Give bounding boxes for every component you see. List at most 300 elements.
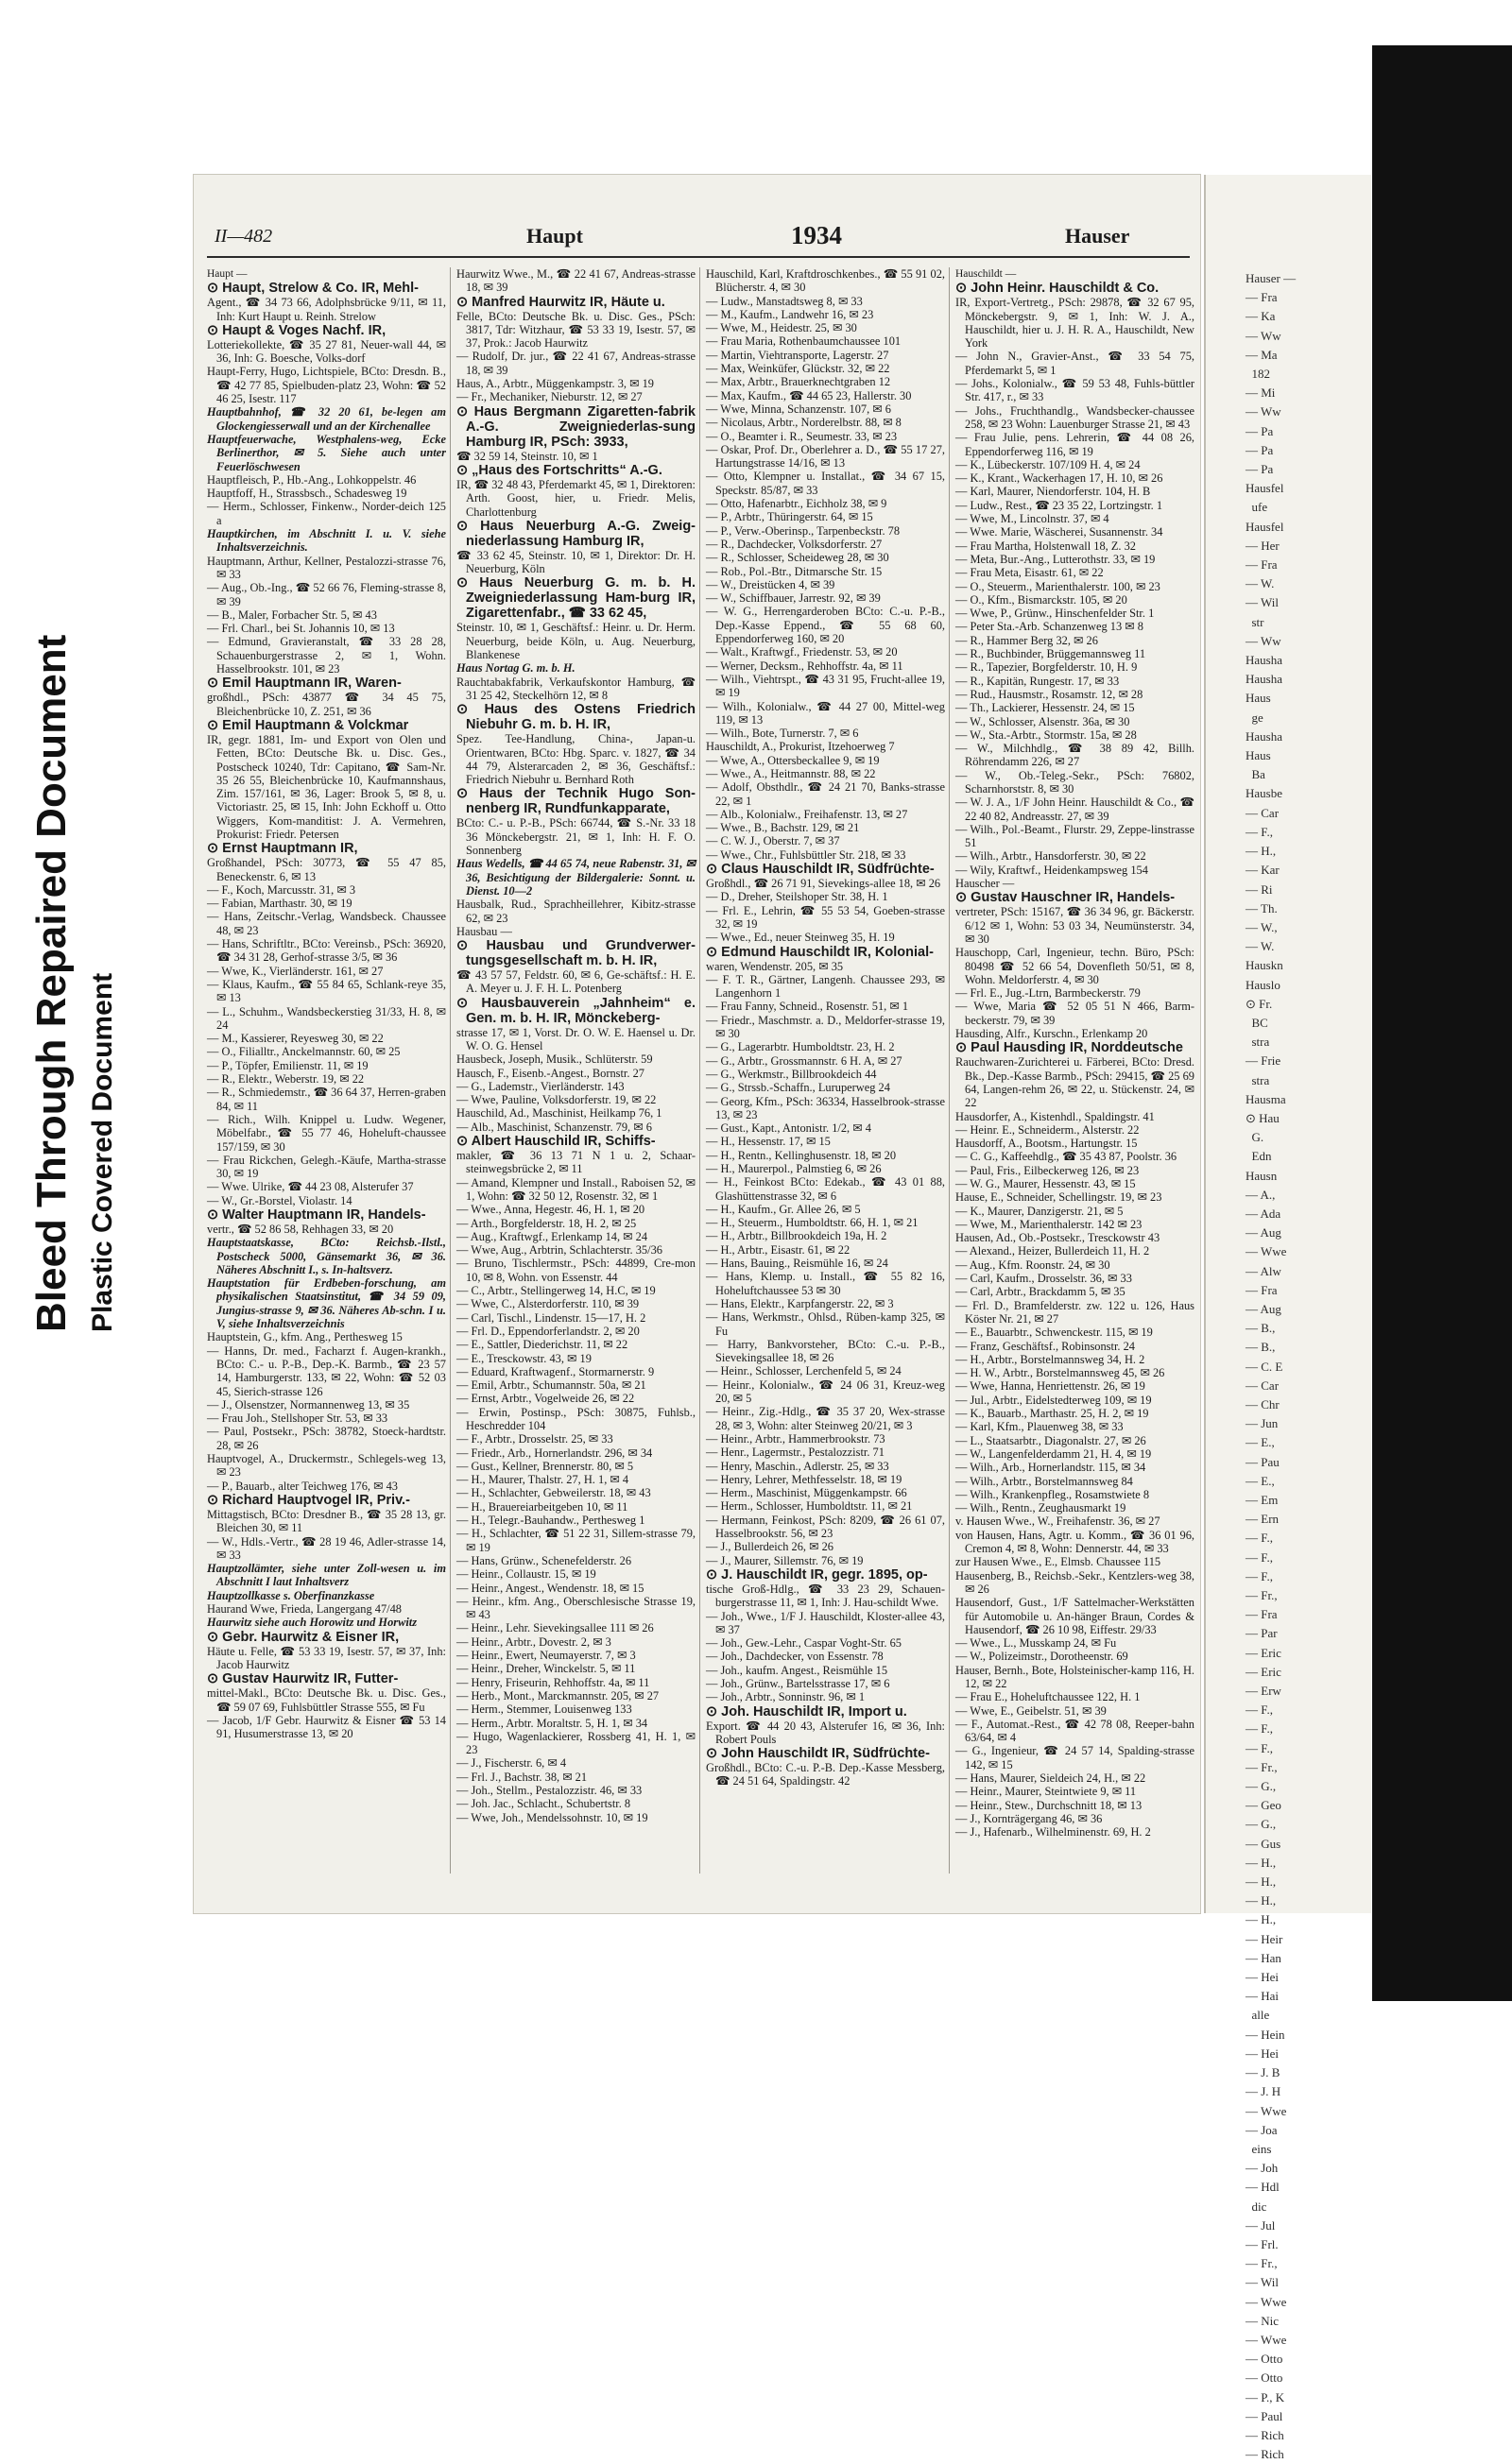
directory-entry: — Carl, Tischl., Lindenstr. 15—17, H. 2 bbox=[456, 1310, 646, 1325]
directory-entry: Hauptstein, G., kfm. Ang., Perthesweg 15 bbox=[207, 1330, 403, 1344]
directory-entry: — Wwe, P., Grünw., Hinschenfelder Str. 1 bbox=[955, 607, 1155, 621]
directory-entry: Hauptmann, Arthur, Kellner, Pestalozzi-strasse 76, ✉ 33 bbox=[207, 554, 446, 581]
directory-entry: — Frau Martha, Holstenwall 18, Z. 32 bbox=[955, 539, 1136, 553]
directory-entry: Hausbau — bbox=[456, 924, 512, 938]
directory-entry: Lotteriekollekte, ☎ 35 27 81, Neuer-wall 44, ✉ 36, Inh: G. Boesche, Volks-dorf bbox=[207, 337, 446, 366]
directory-entry: — Wwe, C., Alsterdorferstr. 110, ✉ 39 bbox=[456, 1297, 640, 1311]
directory-entry: — Wwe., B., Bachstr. 129, ✉ 21 bbox=[706, 821, 860, 835]
directory-entry: — Peter Sta.-Arb. Schanzenweg 13 ✉ 8 bbox=[955, 620, 1143, 634]
directory-entry: — Wilh., Arbtr., Hansdorferstr. 30, ✉ 22 bbox=[955, 849, 1146, 864]
directory-entry: — W., Ob.-Teleg.-Sekr., PSch: 76802, Scharnhorststr. 8, ✉ 30 bbox=[955, 768, 1194, 796]
directory-entry: ⊙ Gebr. Haurwitz & Eisner IR, bbox=[207, 1629, 400, 1645]
directory-entry: — Frau Rickchen, Gelegh.-Käufe, Martha-strasse 30, ✉ 19 bbox=[207, 1153, 446, 1181]
directory-entry: Hausdorff, A., Bootsm., Hartungstr. 15 bbox=[955, 1137, 1138, 1151]
black-border-strip bbox=[1372, 45, 1512, 2001]
directory-entry: — Wwe, A., Ottersbeckallee 9, ✉ 19 bbox=[706, 753, 880, 767]
directory-entry: — Joh., kaufm. Angest., Reismühle 15 bbox=[706, 1663, 888, 1677]
directory-entry: — Wwe, Minna, Schanzenstr. 107, ✉ 6 bbox=[706, 402, 891, 416]
directory-entry: — Henr., Lagermstr., Pestalozzistr. 71 bbox=[706, 1446, 885, 1460]
directory-entry: — Alb., Maschinist, Schanzenstr. 79, ✉ 6 bbox=[456, 1120, 652, 1134]
text-column-3 bbox=[706, 267, 945, 1892]
directory-entry: — Wwe. Ulrike, ☎ 44 23 08, Alsterufer 37 bbox=[207, 1180, 414, 1194]
directory-entry: vertr., ☎ 52 86 58, Rehhagen 33, ✉ 20 bbox=[207, 1223, 394, 1236]
directory-entry: — Aug., Kfm. Roonstr. 24, ✉ 30 bbox=[955, 1258, 1110, 1272]
directory-entry: — G., Lademstr., Vierländerstr. 143 bbox=[456, 1079, 625, 1093]
directory-entry: — Karl, Kfm., Plauenweg 38, ✉ 33 bbox=[955, 1420, 1124, 1434]
directory-entry: — Heinr., Angest., Wendenstr. 18, ✉ 15 bbox=[456, 1581, 644, 1595]
directory-entry: — R., Elektr., Weberstr. 19, ✉ 22 bbox=[207, 1072, 365, 1087]
directory-entry: — M., Kaufm., Landwehr 16, ✉ 23 bbox=[706, 307, 874, 321]
directory-entry: ⊙ Haus Neuerburg G. m. b. H. Zweigniederlassung Ham-burg IR, Zigarettenfabr., ☎ 33 62 45, bbox=[456, 575, 696, 622]
directory-entry: ⊙ „Haus des Fortschritts“ A.-G. bbox=[456, 462, 662, 478]
directory-entry: — Klaus, Kaufm., ☎ 55 84 65, Schlank-reye 35, ✉ 13 bbox=[207, 977, 446, 1005]
directory-entry: — Hans, Werkmstr., Ohlsd., Rüben-kamp 325, ✉ Fu bbox=[706, 1310, 945, 1338]
directory-entry: Hauptfeuerwache, Westphalens-weg, Ecke Berlinerthor, ✉ 5. Siehe auch unter Feuerlöschwesen bbox=[207, 432, 446, 473]
directory-entry: — J., Fischerstr. 6, ✉ 4 bbox=[456, 1756, 567, 1771]
directory-entry: — Wwe, Maria ☎ 52 05 51 N 466, Barm-beckerstr. 79, ✉ 39 bbox=[955, 1000, 1194, 1027]
directory-entry: — Ernst, Arbtr., Vogelweide 26, ✉ 22 bbox=[456, 1392, 635, 1406]
directory-entry: Hauschild, Ad., Maschinist, Heilkamp 76, 1 bbox=[456, 1106, 662, 1121]
directory-entry: strasse 17, ✉ 1, Vorst. Dr. O. W. E. Haensel u. Dr. W. O. G. Hensel bbox=[456, 1025, 696, 1052]
directory-entry: — C. G., Kaffeehdlg., ☎ 35 43 87, Poolstr. 36 bbox=[955, 1150, 1177, 1164]
directory-entry: — H., Steuerm., Humboldtstr. 66, H. 1, ✉ 21 bbox=[706, 1216, 919, 1230]
directory-entry: Haupt-Ferry, Hugo, Lichtspiele, BCto: Dresdn. B., ☎ 42 77 85, Spielbuden-platz 23, Wohn: ☎ 52 46 25, Isestr. 117 bbox=[207, 365, 446, 406]
directory-entry: — Wilh., Arbtr., Borstelmannsweg 84 bbox=[955, 1474, 1133, 1488]
directory-entry: — F. T. R., Gärtner, Langenh. Chaussee 293, ✉ Langenhorn 1 bbox=[706, 972, 945, 1001]
directory-entry: — Frau Joh., Stellshoper Str. 53, ✉ 33 bbox=[207, 1412, 388, 1426]
directory-entry: — Herm., Schlosser, Finkenw., Norder-deich 125 a bbox=[207, 500, 446, 527]
directory-entry: Großhandel, PSch: 30773, ☎ 55 47 85, Beneckenstr. 6, ✉ 13 bbox=[207, 856, 446, 883]
directory-entry: — Max, Kaufm., ☎ 44 65 23, Hallerstr. 30 bbox=[706, 388, 912, 402]
directory-entry: — L., Staatsarbtr., Diagonalstr. 27, ✉ 26 bbox=[955, 1433, 1146, 1447]
text-column-1 bbox=[207, 267, 446, 1892]
directory-entry: — Wilh., Rentn., Zeughausmarkt 19 bbox=[955, 1501, 1126, 1515]
directory-entry: Hauptzollämter, siehe unter Zoll-wesen u. im Abschnitt I laut Inhaltsverz bbox=[207, 1562, 446, 1589]
directory-entry: — Amand, Klempner und Install., Raboisen 52, ✉ 1, Wohn: ☎ 32 50 12, Rosenstr. 32, ✉ 1 bbox=[456, 1175, 696, 1203]
directory-entry: Haurwitz siehe auch Horowitz und Horwitz bbox=[207, 1616, 418, 1630]
header-rule bbox=[207, 256, 1190, 258]
directory-entry: Hauptkirchen, im Abschnitt I. u. V. siehe Inhaltsverzeichnis. bbox=[207, 527, 446, 555]
directory-entry: — H., Schlachter, ☎ 51 22 31, Sillem-strasse 79, ✉ 19 bbox=[456, 1527, 696, 1554]
directory-entry: Hauptstaatskasse, BCto: Reichsb.-Ilstl., Postscheck 5000, Gänsemarkt 36, ✉ 36. Näheres Abschnitt I., s. In-haltsverz. bbox=[207, 1236, 446, 1276]
directory-entry: — Henry, Lehrer, Methfesselstr. 18, ✉ 19 bbox=[706, 1472, 902, 1486]
directory-entry: — W., Gr.-Borstel, Violastr. 14 bbox=[207, 1193, 352, 1207]
directory-entry: — Frau Julie, pens. Lehrerin, ☎ 44 08 26, Eppendorferweg 116, ✉ 19 bbox=[955, 431, 1194, 458]
directory-entry: — O., Beamter i. R., Seumestr. 33, ✉ 23 bbox=[706, 429, 898, 443]
directory-entry: Hauptbahnhof, ☎ 32 20 61, be-legen am Glockengiesserwall und an der Kirchenallee bbox=[207, 405, 446, 433]
directory-entry: — B., Maler, Forbacher Str. 5, ✉ 43 bbox=[207, 607, 377, 622]
directory-entry: vertreter, PSch: 15167, ☎ 36 34 96, gr. Bäckerstr. 6/12 ✉ 1, Wohn: 53 03 34, Neumünsterstr. 34, ✉ 30 bbox=[955, 905, 1194, 946]
directory-entry: — Heinr., Lehr. Sievekingsallee 111 ✉ 26 bbox=[456, 1621, 654, 1635]
directory-entry: Hauptzollkasse s. Oberfinanzkasse bbox=[207, 1588, 375, 1602]
directory-entry: Hauser, Bernh., Bote, Holsteinischer-kamp 116, H. 12, ✉ 22 bbox=[955, 1663, 1194, 1690]
directory-entry: ⊙ Paul Hausding IR, Norddeutsche bbox=[955, 1040, 1183, 1056]
directory-entry: — Friedr., Arb., Hornerlandstr. 296, ✉ 34 bbox=[456, 1446, 653, 1460]
directory-entry: ☎ 32 59 14, Steinstr. 10, ✉ 1 bbox=[456, 449, 598, 463]
directory-entry: Steinstr. 10, ✉ 1, Geschäftsf.: Heinr. u. Dr. Herm. Neuerburg, beide Köln, u. Aug. Neuerburg, Blankenese bbox=[456, 621, 696, 662]
directory-entry: — Bruno, Tischlermstr., PSch: 44899, Cre-mon 10, ✉ 8, Wohn. von Essenstr. 44 bbox=[456, 1257, 696, 1284]
directory-entry: Agent., ☎ 34 73 66, Adolphsbrücke 9/11, ✉ 11, Inh: Kurt Haupt u. Reinh. Strelow bbox=[207, 296, 446, 323]
directory-entry: ⊙ Albert Hauschild IR, Schiffs- bbox=[456, 1134, 656, 1150]
directory-entry: — J., Olsenstzer, Normannenweg 13, ✉ 35 bbox=[207, 1397, 410, 1412]
directory-entry: — H., Arbtr., Eisastr. 61, ✉ 22 bbox=[706, 1242, 850, 1257]
directory-entry: — Th., Lackierer, Hessenstr. 24, ✉ 15 bbox=[955, 701, 1135, 715]
directory-entry: — K., Maurer, Danzigerstr. 21, ✉ 5 bbox=[955, 1204, 1124, 1218]
directory-entry: Mittagstisch, BCto: Dresdner B., ☎ 35 28 13, gr. Bleichen 30, ✉ 11 bbox=[207, 1507, 446, 1535]
directory-entry: — Joh., Gew.-Lehr., Caspar Voght-Str. 65 bbox=[706, 1636, 902, 1651]
directory-entry: Rauchtabakfabrik, Verkaufskontor Hamburg, ☎ 31 25 42, Steckelhörn 12, ✉ 8 bbox=[456, 675, 696, 702]
directory-entry: — Wilh., Kolonialw., ☎ 44 27 00, Mittel-weg 119, ✉ 13 bbox=[706, 699, 945, 727]
directory-entry: Haus, A., Arbtr., Müggenkampstr. 3, ✉ 19 bbox=[456, 377, 654, 391]
directory-entry: Hauschildt, A., Prokurist, Itzehoerweg 7 bbox=[706, 740, 895, 754]
directory-entry: — K., Bauarb., Marthastr. 25, H. 2, ✉ 19 bbox=[955, 1407, 1149, 1421]
directory-entry: — Arth., Borgfelderstr. 18, H. 2, ✉ 25 bbox=[456, 1216, 637, 1230]
directory-entry: — M., Kassierer, Reyesweg 30, ✉ 22 bbox=[207, 1032, 384, 1046]
directory-entry: ⊙ Walter Hauptmann IR, Handels- bbox=[207, 1207, 426, 1223]
directory-entry: — Hans, Grünw., Schenefelderstr. 26 bbox=[456, 1553, 632, 1567]
text-column-4 bbox=[955, 267, 1194, 1892]
directory-entry: — H., Maurerpol., Palmstieg 6, ✉ 26 bbox=[706, 1162, 882, 1175]
directory-entry: — W., Polizeimstr., Dorotheenstr. 69 bbox=[955, 1650, 1128, 1664]
directory-entry: — F., Arbtr., Drosselstr. 25, ✉ 33 bbox=[456, 1432, 613, 1446]
directory-entry: Hausenberg, B., Reichsb.-Sekr., Kentzlers-weg 38, ✉ 26 bbox=[955, 1568, 1194, 1596]
directory-entry: — G., Lagerarbtr. Humboldtstr. 23, H. 2 bbox=[706, 1040, 895, 1054]
directory-entry: ☎ 33 62 45, Steinstr. 10, ✉ 1, Direktor: Dr. H. Neuerburg, Köln bbox=[456, 548, 696, 576]
directory-entry: Haurwitz Wwe., M., ☎ 22 41 67, Andreas-strasse 18, ✉ 39 bbox=[456, 267, 696, 295]
directory-entry: — Gust., Kapt., Antonistr. 1/2, ✉ 4 bbox=[706, 1121, 871, 1136]
directory-entry: — K., Lübeckerstr. 107/109 H. 4, ✉ 24 bbox=[955, 457, 1141, 471]
directory-entry: — Ludw., Rest., ☎ 23 35 22, Lortzingstr. 1 bbox=[955, 498, 1163, 512]
directory-entry: — Paul, Postsekr., PSch: 38782, Stoeck-hardtstr. 28, ✉ 26 bbox=[207, 1425, 446, 1452]
directory-entry: — H., Telegr.-Bauhandw., Perthesweg 1 bbox=[456, 1514, 645, 1528]
directory-entry: ⊙ Manfred Haurwitz IR, Häute u. bbox=[456, 294, 665, 310]
directory-entry: ⊙ Gustav Hauschner IR, Handels- bbox=[955, 890, 1176, 906]
page-header bbox=[215, 221, 1178, 254]
directory-entry: — R., Schlosser, Scheideweg 28, ✉ 30 bbox=[706, 551, 889, 565]
directory-entry: Hauschopp, Carl, Ingenieur, techn. Büro, PSch: 80498 ☎ 52 66 54, Dovenfleth 50/51, ✉ 8, Wohn. Meldorferstr. 4, ✉ 30 bbox=[955, 946, 1194, 986]
directory-entry: ⊙ Haus der Technik Hugo Son-nenberg IR, Rundfunkapparate, bbox=[456, 786, 696, 817]
directory-entry: — Herm., Stemmer, Louisenweg 133 bbox=[456, 1703, 632, 1717]
directory-entry: — Max, Arbtr., Brauerknechtgraben 12 bbox=[706, 375, 891, 389]
directory-entry: — Wwe, K., Vierländerstr. 161, ✉ 27 bbox=[207, 964, 384, 978]
directory-entry: ⊙ Edmund Hauschildt IR, Kolonial- bbox=[706, 944, 934, 960]
directory-entry: IR, ☎ 32 48 43, Pferdemarkt 45, ✉ 1, Direktoren: Arth. Goost, hier, u. Friedr. Melis, Charlottenburg bbox=[456, 477, 696, 519]
directory-entry: makler, ☎ 36 13 71 N 1 u. 2, Schaar-steinwegsbrücke 2, ✉ 11 bbox=[456, 1149, 696, 1176]
directory-entry: — Oskar, Prof. Dr., Oberlehrer a. D., ☎ 55 17 27, Hartungstrasse 14/16, ✉ 13 bbox=[706, 442, 945, 471]
directory-entry: — Wilh., Pol.-Beamt., Flurstr. 29, Zeppe-linstrasse 51 bbox=[955, 822, 1194, 850]
header-year: 1934 bbox=[791, 221, 842, 249]
directory-entry: Hauptstation für Erdbeben-forschung, am physikalischen Staatsinstitut, ☎ 34 59 09, Jungius-strasse 9, ✉ 36. Näheres Ab-schn. I u. V, siehe Inhaltsverzeichnis bbox=[207, 1276, 446, 1331]
directory-entry: — J., Maurer, Sillemstr. 76, ✉ 19 bbox=[706, 1553, 864, 1567]
directory-entry: — P., Bauarb., alter Teichweg 176, ✉ 43 bbox=[207, 1479, 398, 1493]
directory-entry: — H., Kaufm., Gr. Allee 26, ✉ 5 bbox=[706, 1202, 861, 1216]
directory-entry: — Frl. J., Bachstr. 38, ✉ 21 bbox=[456, 1770, 588, 1784]
directory-entry: — Wwe, M., Heidestr. 25, ✉ 30 bbox=[706, 321, 857, 335]
directory-entry: — Johs., Fruchthandlg., Wandsbecker-chaussee 258, ✉ 23 Wohn: Lauenburger Strasse 21, ✉ 43 bbox=[955, 403, 1194, 431]
directory-entry: — Friedr., Maschmstr. a. D., Meldorfer-strasse 19, ✉ 30 bbox=[706, 1013, 945, 1041]
directory-entry: — H., Arbtr., Borstelmannsweg 34, H. 2 bbox=[955, 1352, 1145, 1366]
directory-entry: — W. G., Herrengarderoben BCto: C.-u. P.-B., Dep.-Kasse Eppend., ☎ 55 68 60, Eppendorferweg 160, ✉ 20 bbox=[706, 605, 945, 646]
directory-entry: — Aug., Kraftwgf., Erlenkamp 14, ✉ 24 bbox=[456, 1229, 648, 1243]
archive-label-line2: Plastic Covered Document bbox=[87, 972, 118, 1332]
directory-entry: — Hans, Schriftltr., BCto: Vereinsb., PSch: 36920, ☎ 34 31 28, Gerhof-strasse 3/5, ✉ 36 bbox=[207, 937, 446, 965]
directory-entry: — Joh., Stellm., Pestalozzistr. 46, ✉ 33 bbox=[456, 1784, 643, 1798]
directory-entry: — Henry, Friseurin, Rehhoffstr. 4a, ✉ 11 bbox=[456, 1675, 650, 1689]
directory-entry: — R., Kapitän, Rungestr. 17, ✉ 33 bbox=[955, 674, 1120, 688]
directory-entry: ⊙ Richard Hauptvogel IR, Priv.- bbox=[207, 1492, 410, 1508]
column-divider bbox=[450, 267, 451, 1874]
directory-entry: — Gust., Kellner, Brennerstr. 80, ✉ 5 bbox=[456, 1459, 634, 1473]
directory-entry: — Harry, Bankvorsteher, BCto: C.-u. P.-B., Sievekingsallee 18, ✉ 26 bbox=[706, 1337, 945, 1365]
page-number: II—482 bbox=[215, 226, 273, 247]
directory-entry: ⊙ Haupt & Voges Nachf. IR, bbox=[207, 322, 387, 338]
directory-entry: — L., Schuhm., Wandsbeckerstieg 31/33, H. 8, ✉ 24 bbox=[207, 1004, 446, 1032]
directory-entry: ⊙ Emil Hauptmann & Volckmar bbox=[207, 717, 409, 733]
directory-entry: Hauptfoff, H., Strassbsch., Schadesweg 19 bbox=[207, 487, 407, 501]
directory-entry: — Eduard, Kraftwagenf., Stormarnerstr. 9 bbox=[456, 1364, 655, 1378]
directory-entry: ⊙ Haus des Ostens Friedrich Niebuhr G. m. b. H. IR, bbox=[456, 702, 696, 733]
next-page-edge-text: Hauser — — Fra — Ka — Ww — Ma 182 — Mi — Ww — Pa — Pa — Pa Hausfel ufe Hausfel — Her — Fra — W. — Wil str — Ww Hausha Hausha Haus ge Hausha Haus Ba Hausbe — Car — F., — H., — Kar — Ri — Th. — W., — W. Hauskn Hauslo ⊙ Fr. BC stra — Frie stra Hausma ⊙ Hau G. Edn Hausn — A., — Ada — Aug — Wwe — Alw — Fra — Aug — B., — B., — C. E — Car — Chr — Jun — E., — Pau — E., — Em — Ern — F., — F., — F., — Fr., — Fra — Par — Eric — Eric — Erw — F., — F., — F., — Fr., — G., — Geo — G., — Gus — H., — H., — H., — H., — Heir — Han — Hei — Hai alle — Hein — Hei — J. B — J. H — Wwe — Joa eins — Joh — Hdl dic — Jul — Frl. — Fr., — Wil — Wwe — Nic — Wwe — Otto — Otto — P., K — Paul — Rich — Rich bbox=[1246, 271, 1297, 2462]
directory-entry: — Heinr., Arbtr., Hammerbrookstr. 73 bbox=[706, 1431, 885, 1446]
directory-entry: — Rich., Wilh. Knippel u. Ludw. Wegener, Möbelfabr., ☎ 55 77 46, Hoheluft-chaussee 157/159, ✉ 30 bbox=[207, 1112, 446, 1154]
directory-entry: — Wwe. Marie, Wäscherei, Susannenstr. 34 bbox=[955, 525, 1163, 539]
directory-entry: — Emil, Arbtr., Schumannstr. 50a, ✉ 21 bbox=[456, 1378, 646, 1393]
directory-entry: ⊙ Ernst Hauptmann IR, bbox=[207, 841, 358, 857]
directory-entry: — Herm., Schlosser, Humboldtstr. 11, ✉ 21 bbox=[706, 1499, 913, 1514]
directory-entry: — Heinr. E., Schneiderm., Alsterstr. 22 bbox=[955, 1122, 1140, 1137]
directory-entry: — Joh., Grünw., Bartelsstrasse 17, ✉ 6 bbox=[706, 1676, 890, 1690]
directory-entry: — Wwe., Chr., Fuhlsbüttler Str. 218, ✉ 33 bbox=[706, 847, 906, 862]
directory-entry: Haurand Wwe, Frieda, Langergang 47/48 bbox=[207, 1602, 402, 1617]
directory-entry: tische Groß-Hdlg., ☎ 33 23 29, Schauen-burgerstrasse 11, ✉ 1, Inh: J. Hau-schildt Wwe. bbox=[706, 1582, 945, 1610]
directory-entry: Hauscher — bbox=[955, 877, 1015, 891]
directory-entry: Hausen, Ad., Ob.-Postsekr., Tresckowstr 43 bbox=[955, 1231, 1160, 1245]
directory-entry: — C. W. J., Oberstr. 7, ✉ 37 bbox=[706, 834, 840, 848]
directory-entry: — Frl. E., Jug.-Ltrn, Barmbeckerstr. 79 bbox=[955, 986, 1141, 1001]
directory-entry: — Wily, Kraftwf., Heidenkampsweg 154 bbox=[955, 863, 1148, 877]
directory-entry: — H., Hessenstr. 17, ✉ 15 bbox=[706, 1135, 831, 1149]
directory-entry: — K., Krant., Wackerhagen 17, H. 10, ✉ 26 bbox=[955, 471, 1163, 486]
directory-entry: — Jul., Arbtr., Eidelstedterweg 109, ✉ 19 bbox=[955, 1393, 1152, 1407]
directory-entry: — Carl, Arbtr., Brackdamm 5, ✉ 35 bbox=[955, 1285, 1125, 1299]
directory-entry: — J., Hafenarb., Wilhelminenstr. 69, H. 2 bbox=[955, 1825, 1151, 1839]
directory-entry: — H. W., Arbtr., Borstelmannsweg 45, ✉ 26 bbox=[955, 1366, 1165, 1380]
directory-entry: — E., Bauarbtr., Schwenckestr. 115, ✉ 19 bbox=[955, 1326, 1153, 1340]
directory-entry: — F., Koch, Marcusstr. 31, ✉ 3 bbox=[207, 882, 356, 897]
directory-entry: — Adolf, Obsthdlr., ☎ 24 21 70, Banks-strasse 22, ✉ 1 bbox=[706, 780, 945, 808]
directory-entry: IR, Export-Vertretg., PSch: 29878, ☎ 32 67 95, Mönckebergstr. 9, ✉ 1, Inh: W. J. A., Hauschildt, hier u. J. H. R. A., Hauschildt, New York bbox=[955, 296, 1194, 351]
directory-entry: — Otto, Klempner u. Installat., ☎ 34 67 15, Speckstr. 85/87, ✉ 33 bbox=[706, 470, 945, 497]
directory-entry: Rauchwaren-Zurichterei u. Färberei, BCto: Dresd. Bk., Dep.-Kasse Barmb., PSch: 29415, ☎ 25 69 64, Langen-rehm 26, ✉ 22, u. Stückenstr. 24, ✉ 22 bbox=[955, 1055, 1194, 1110]
directory-entry: waren, Wendenstr. 205, ✉ 35 bbox=[706, 959, 844, 973]
directory-entry: — R., Buchbinder, Brüggemannsweg 11 bbox=[955, 647, 1146, 661]
directory-entry: — Jacob, 1/F Gebr. Haurwitz & Eisner ☎ 53 14 91, Husumerstrasse 13, ✉ 20 bbox=[207, 1713, 446, 1741]
directory-entry: — Heinr., kfm. Ang., Oberschlesische Strasse 19, ✉ 43 bbox=[456, 1594, 696, 1622]
directory-entry: zur Hausen Wwe., E., Elmsb. Chaussee 115 bbox=[955, 1555, 1161, 1569]
directory-entry: — Walt., Kraftwgf., Friedenstr. 53, ✉ 20 bbox=[706, 645, 898, 659]
directory-entry: — Rud., Hausmstr., Rosamstr. 12, ✉ 28 bbox=[955, 687, 1143, 701]
directory-entry: — O., Steuerm., Marienthalerstr. 100, ✉ 23 bbox=[955, 579, 1160, 593]
directory-entry: Hausbalk, Rud., Sprachheillehrer, Kibitz-strasse 62, ✉ 23 bbox=[456, 898, 696, 925]
directory-entry: — John N., Gravier-Anst., ☎ 33 54 75, Pferdemarkt 5, ✉ 1 bbox=[955, 350, 1194, 377]
directory-entry: Spez. Tee-Handlung, China-, Japan-u. Orientwaren, BCto: Hbg. Sparc. v. 1827, ☎ 34 44 79, Alsterarcaden 2, ✉ 36, Geschäftsf.: Friedrich Niebuhr u. Bernhard Roth bbox=[456, 732, 696, 787]
directory-entry: — Henry, Maschin., Adlerstr. 25, ✉ 33 bbox=[706, 1459, 889, 1473]
directory-entry: Hauschild, Karl, Kraftdroschkenbes., ☎ 55 91 02, Blücherstr. 4, ✉ 30 bbox=[706, 267, 945, 295]
directory-entry: — Heinr., Ewert, Neumayerstr. 7, ✉ 3 bbox=[456, 1649, 636, 1663]
directory-entry: — Wwe, E., Geibelstr. 51, ✉ 39 bbox=[955, 1703, 1107, 1718]
directory-entry: — E., Sattler, Diederichstr. 11, ✉ 22 bbox=[456, 1338, 628, 1352]
directory-entry: — Werner, Decksm., Rehhoffstr. 4a, ✉ 11 bbox=[706, 659, 903, 673]
directory-entry: Hauschildt — bbox=[955, 268, 1017, 280]
directory-entry: ⊙ J. Hauschildt IR, gegr. 1895, op- bbox=[706, 1566, 928, 1583]
directory-entry: — Rudolf, Dr. jur., ☎ 22 41 67, Andreas-strasse 18, ✉ 39 bbox=[456, 350, 696, 377]
directory-entry: — Hugo, Wagenlackierer, Rossberg 41, H. 1, ✉ 23 bbox=[456, 1729, 696, 1757]
directory-entry: — Alb., Kolonialw., Freihafenstr. 13, ✉ 27 bbox=[706, 807, 908, 821]
directory-entry: — Frl. E., Lehrin, ☎ 55 53 54, Goeben-strasse 32, ✉ 19 bbox=[706, 903, 945, 931]
directory-entry: — Hans, Maurer, Sieldeich 24, H., ✉ 22 bbox=[955, 1771, 1146, 1786]
directory-entry: — Wwe., Ed., neuer Steinweg 35, H. 19 bbox=[706, 931, 895, 945]
directory-entry: — Joh., Arbtr., Sonninstr. 96, ✉ 1 bbox=[706, 1690, 866, 1704]
directory-entry: — Martin, Viehtransporte, Lagerstr. 27 bbox=[706, 348, 889, 362]
directory-entry: — P., Verw.-Oberinsp., Tarpenbeckstr. 78 bbox=[706, 523, 901, 538]
directory-entry: — G., Werkmstr., Billbrookdeich 44 bbox=[706, 1067, 877, 1081]
directory-entry: — H., Maurer, Thalstr. 27, H. 1, ✉ 4 bbox=[456, 1473, 629, 1487]
directory-entry: Felle, BCto: Deutsche Bk. u. Disc. Ges., PSch: 3817, Tdr: Witzhaur, ☎ 53 33 19, Isestr. 57, ✉ 37, Prok.: Jacob Haurwitz bbox=[456, 309, 696, 351]
directory-entry: Hausdorfer, A., Kistenhdl., Spaldingstr. 41 bbox=[955, 1109, 1155, 1123]
directory-entry: — Paul, Fris., Eilbeckerweg 126, ✉ 23 bbox=[955, 1163, 1140, 1177]
directory-entry: ⊙ Haus Neuerburg A.-G. Zweig-niederlassung Hamburg IR, bbox=[456, 518, 696, 549]
directory-entry: — Joh., Wwe., 1/F J. Hauschildt, Kloster-allee 43, ✉ 37 bbox=[706, 1609, 945, 1636]
directory-entry: Haus Nortag G. m. b. H. bbox=[456, 661, 576, 676]
directory-entry: — Hans, Zeitschr.-Verlag, Wandsbeck. Chaussee 48, ✉ 23 bbox=[207, 910, 446, 937]
directory-entry: Hausbeck, Joseph, Musik., Schlüterstr. 59 bbox=[456, 1052, 653, 1067]
directory-entry: Export. ☎ 44 20 43, Alsterufer 16, ✉ 36, Inh: Robert Pouls bbox=[706, 1719, 945, 1746]
directory-entry: — W. G., Maurer, Hessenstr. 43, ✉ 15 bbox=[955, 1177, 1136, 1190]
directory-entry: — Wwe., L., Musskamp 24, ✉ Fu bbox=[955, 1636, 1117, 1651]
directory-entry: — H., Brauereiarbeitgeben 10, ✉ 11 bbox=[456, 1499, 628, 1514]
directory-entry: ⊙ Joh. Hauschildt IR, Import u. bbox=[706, 1703, 907, 1720]
column-divider bbox=[949, 267, 950, 1874]
header-right-keyword: Hauser bbox=[1065, 224, 1130, 248]
directory-entry: — Fr., Mechaniker, Nieburstr. 12, ✉ 27 bbox=[456, 390, 643, 404]
directory-entry: — Nicolaus, Arbtr., Norderelbstr. 88, ✉ 8 bbox=[706, 416, 902, 430]
directory-page bbox=[194, 175, 1200, 1913]
next-page-edge bbox=[1204, 175, 1371, 2462]
directory-entry: ⊙ Haus Bergmann Zigaretten-fabrik A.-G. Zweigniederlas-sung Hamburg IR, PSch: 3933, bbox=[456, 403, 696, 450]
directory-entry: — Frau E., Hoheluftchaussee 122, H. 1 bbox=[955, 1690, 1141, 1704]
directory-entry: IR, gegr. 1881, Im- und Export von Olen und Fetten, BCto: Deutsche Bk. u. Disc. Ges., Postscheck 10240, Tdr: Capitano, ☎ Sam-Nr. 35 26 55, Bleichenbrücke 10, Kaufmannshaus, Zim. 157/161, ✉ 36, Lager: Brook 5, ✉ 8, u. Victoriastr. 25, ✉ 15, Inh: John Eckhoff u. Otto Wiggers, Kom-manditist: J. A. Vermehren, Prokurist: Friedr. Petersen bbox=[207, 732, 446, 841]
directory-entry: — H., Schlachter, Gebweilerstr. 18, ✉ 43 bbox=[456, 1486, 651, 1500]
directory-entry: ⊙ Emil Hauptmann IR, Waren- bbox=[207, 676, 402, 692]
directory-entry: — Wwe, Joh., Mendelssohnstr. 10, ✉ 19 bbox=[456, 1810, 648, 1824]
directory-entry: — C., Arbtr., Stellingerweg 14, H.C, ✉ 19 bbox=[456, 1284, 656, 1298]
header-left-keyword: Haupt bbox=[526, 224, 583, 248]
directory-entry: — Heinr., Zig.-Hdlg., ☎ 35 37 20, Wex-strasse 28, ✉ 3, Wohn: alter Steinweg 20/21, ✉ 3 bbox=[706, 1405, 945, 1432]
directory-entry: — Joh. Jac., Schlacht., Schubertstr. 8 bbox=[456, 1797, 631, 1811]
directory-entry: Großhdl., BCto: C.-u. P.-B. Dep.-Kasse Messberg, ☎ 24 51 64, Spaldingstr. 42 bbox=[706, 1761, 945, 1788]
directory-entry: ⊙ John Heinr. Hauschildt & Co. bbox=[955, 281, 1160, 297]
directory-entry: — Erwin, Postinsp., PSch: 30875, Fuhlsb., Heschredder 104 bbox=[456, 1405, 696, 1432]
directory-entry: — Wilh., Krankenpfleg., Rosamstwiete 8 bbox=[955, 1487, 1150, 1501]
directory-entry: — W., Dreistücken 4, ✉ 39 bbox=[706, 577, 835, 591]
directory-entry: — Herm., Arbtr. Moraltstr. 5, H. 1, ✉ 34 bbox=[456, 1716, 648, 1730]
directory-entry: ⊙ Hausbauverein „Jahnheim“ e. Gen. m. b. H. IR, Mönckeberg- bbox=[456, 995, 696, 1026]
directory-entry: — Heinr., Dreher, Winckelstr. 5, ✉ 11 bbox=[456, 1662, 636, 1676]
directory-entry: — Johs., Kolonialw., ☎ 59 53 48, Fuhls-büttler Str. 417, r., ✉ 33 bbox=[955, 377, 1194, 404]
directory-entry: — Heinr., Schlosser, Lerchenfeld 5, ✉ 24 bbox=[706, 1364, 902, 1378]
directory-entry: — Fabian, Marthastr. 30, ✉ 19 bbox=[207, 897, 352, 911]
directory-entry: BCto: C.- u. P.-B., PSch: 66744, ☎ S.-Nr. 33 18 36 Mönckebergstr. 21, ✉ 1, Inh: H. F. O. Sonnenberg bbox=[456, 816, 696, 858]
directory-entry: — Frau Fanny, Schneid., Rosenstr. 51, ✉ 1 bbox=[706, 1000, 909, 1014]
directory-entry: — Heinr., Stew., Durchschnitt 18, ✉ 13 bbox=[955, 1798, 1143, 1812]
directory-entry: — Wwe, Aug., Arbtrin, Schlachterstr. 35/36 bbox=[456, 1243, 662, 1258]
directory-entry: — Wwe, M., Marienthalerstr. 142 ✉ 23 bbox=[955, 1217, 1143, 1231]
directory-entry: — Joh., Dachdecker, von Essenstr. 78 bbox=[706, 1650, 884, 1664]
directory-entry: — Hanns, Dr. med., Facharzt f. Augen-krankh., BCto: C.- u. P.-B., Dep.-K. Barmb., ☎ 23 57 14, Hamburgerstr. 133, ✉ 22, Wohn: ☎ 52 03 45, Sierich-strasse 126 bbox=[207, 1343, 446, 1398]
directory-entry: — Heinr., Arbtr., Dovestr. 2, ✉ 3 bbox=[456, 1634, 611, 1649]
column-divider bbox=[699, 267, 700, 1874]
directory-entry: — R., Dachdecker, Volksdorferstr. 27 bbox=[706, 537, 883, 551]
directory-entry: — Wwe., Anna, Hegestr. 46, H. 1, ✉ 20 bbox=[456, 1203, 645, 1217]
directory-entry: — Alexand., Heizer, Bullerdeich 11, H. 2 bbox=[955, 1244, 1150, 1258]
directory-entry: — Herb., Mont., Marckmannstr. 205, ✉ 27 bbox=[456, 1688, 660, 1703]
directory-entry: — W., Hdls.-Vertr., ☎ 28 19 46, Adler-strasse 14, ✉ 33 bbox=[207, 1534, 446, 1562]
directory-entry: Hausendorf, Gust., 1/F Sattelmacher-Werkstätten für Automobile u. An-hänger Braun, Cordes & Hausendorf, ☎ 26 10 98, Eiffestr. 29/33 bbox=[955, 1596, 1194, 1636]
directory-entry: — Wwe, Pauline, Volksdorferstr. 19, ✉ 22 bbox=[456, 1093, 657, 1107]
directory-entry: — Georg, Kfm., PSch: 36334, Hasselbrook-strasse 13, ✉ 23 bbox=[706, 1094, 945, 1121]
directory-entry: — O., Filialltr., Anckelmannstr. 60, ✉ 25 bbox=[207, 1045, 401, 1059]
archive-label-line1: Bleed Through Repaired Document bbox=[28, 634, 75, 1332]
directory-entry: — Wwe., A., Heitmannstr. 88, ✉ 22 bbox=[706, 766, 876, 780]
directory-entry: — W., Schlosser, Alsenstr. 36a, ✉ 30 bbox=[955, 714, 1130, 728]
directory-entry: — Wwe, Hanna, Henriettenstr. 26, ✉ 19 bbox=[955, 1379, 1145, 1394]
directory-entry: — D., Dreher, Steilshoper Str. 38, H. 1 bbox=[706, 890, 888, 904]
directory-entry: — J., Bullerdeich 26, ✉ 26 bbox=[706, 1540, 833, 1554]
directory-entry: — Hans, Elektr., Karpfangerstr. 22, ✉ 3 bbox=[706, 1296, 894, 1310]
directory-entry: — R., Hammer Berg 32, ✉ 26 bbox=[955, 633, 1098, 647]
directory-entry: — H., Feinkost BCto: Edekab., ☎ 43 01 88, Glashüttenstrasse 32, ✉ 6 bbox=[706, 1175, 945, 1203]
directory-entry: — R., Schmiedemstr., ☎ 36 64 37, Herren-graben 84, ✉ 11 bbox=[207, 1086, 446, 1113]
directory-entry: Hauptfleisch, P., Hb.-Ang., Lohkoppelstr. 46 bbox=[207, 472, 417, 487]
directory-entry: — Frl. D., Eppendorferlandstr. 2, ✉ 20 bbox=[456, 1324, 640, 1338]
directory-entry: Häute u. Felle, ☎ 53 33 19, Isestr. 57, ✉ 37, Inh: Jacob Haurwitz bbox=[207, 1644, 446, 1671]
directory-entry: — G., Strssb.-Schaffn., Luruperweg 24 bbox=[706, 1081, 890, 1095]
directory-entry: — W., Langenfelderdamm 21, H. 4, ✉ 19 bbox=[955, 1446, 1152, 1461]
directory-entry: ⊙ Claus Hauschildt IR, Südfrüchte- bbox=[706, 862, 935, 878]
directory-entry: — P., Töpfer, Emilienstr. 11, ✉ 19 bbox=[207, 1058, 369, 1072]
directory-entry: — Frl. Charl., bei St. Johannis 10, ✉ 13 bbox=[207, 622, 395, 636]
directory-entry: — Frau Meta, Eisastr. 61, ✉ 22 bbox=[955, 566, 1104, 580]
directory-entry: — W., Milchhdlg., ☎ 38 89 42, Billh. Röhrendamm 226, ✉ 27 bbox=[955, 742, 1194, 769]
directory-entry: — Heinr., Maurer, Steintwiete 9, ✉ 11 bbox=[955, 1785, 1137, 1799]
directory-entry: — F., Automat.-Rest., ☎ 42 78 08, Reeper-bahn 63/64, ✉ 4 bbox=[955, 1717, 1194, 1745]
directory-entry: ⊙ John Hauschildt IR, Südfrüchte- bbox=[706, 1746, 930, 1762]
directory-entry: von Hausen, Hans, Agtr. u. Komm., ☎ 36 01 96, Cremon 4, ✉ 8, Wohn: Dennerstr. 44, ✉ 33 bbox=[955, 1528, 1194, 1556]
directory-entry: — O., Kfm., Bismarckstr. 105, ✉ 20 bbox=[955, 592, 1127, 607]
directory-entry: — G., Arbtr., Grossmannstr. 6 H. A, ✉ 27 bbox=[706, 1053, 902, 1068]
directory-entry: ☎ 43 57 57, Feldstr. 60, ✉ 6, Ge-schäftsf.: H. E. A. Meyer u. J. F. H. L. Potenberg bbox=[456, 968, 696, 996]
directory-entry: Haupt — bbox=[207, 268, 248, 280]
directory-entry: — J., Kornträgergang 46, ✉ 36 bbox=[955, 1811, 1103, 1825]
directory-entry: — Karl, Maurer, Niendorferstr. 104, H. B bbox=[955, 485, 1151, 499]
directory-entry: mittel-Makl., BCto: Deutsche Bk. u. Disc. Ges., ☎ 59 07 69, Fuhlsbüttler Strasse 555, ✉ Fu bbox=[207, 1686, 446, 1714]
directory-entry: ⊙ Gustav Haurwitz IR, Futter- bbox=[207, 1671, 399, 1687]
directory-entry: — H., Rentn., Kellinghusenstr. 18, ✉ 20 bbox=[706, 1148, 897, 1162]
directory-entry: — Frau Maria, Rothenbaumchaussee 101 bbox=[706, 334, 902, 349]
directory-entry: — Carl, Kaufm., Drosselstr. 36, ✉ 33 bbox=[955, 1272, 1132, 1286]
directory-entry: ⊙ Hausbau und Grundverwer-tungsgesellschaft m. b. H. IR, bbox=[456, 938, 696, 969]
directory-entry: — Wilh., Viehtrspt., ☎ 43 31 95, Frucht-allee 19, ✉ 19 bbox=[706, 672, 945, 700]
